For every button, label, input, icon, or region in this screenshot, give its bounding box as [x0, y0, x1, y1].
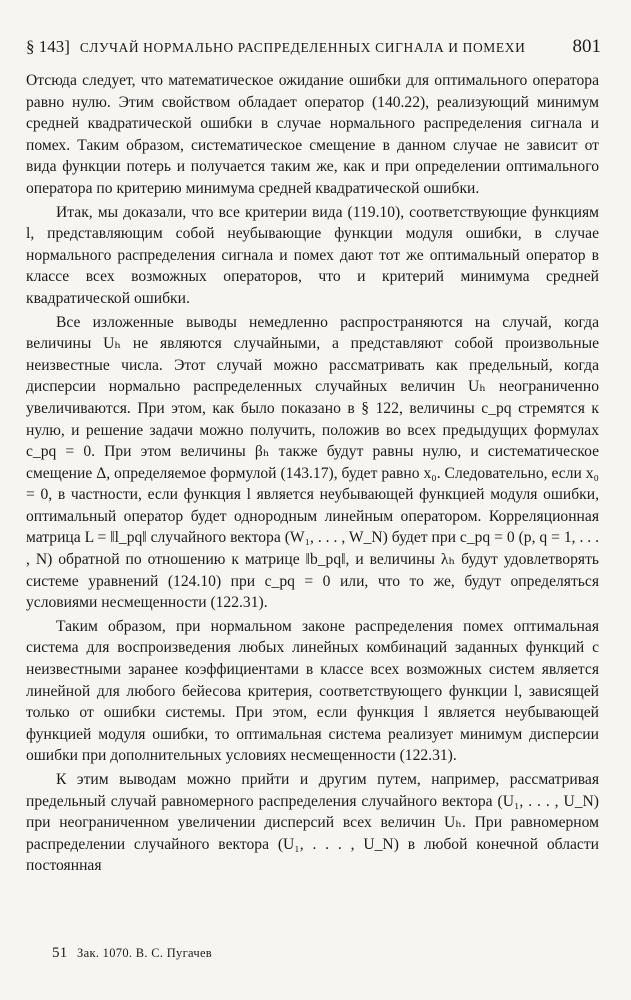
signature-number: 51	[52, 945, 68, 961]
paragraph-3: Все изложенные выводы немедленно распространяются на случай, когда величины Uₕ не являются случайными, а представляют собой произвольные неизвестные числа. Этот случай можно рассматривать как предельный, когда дисперсии нормально распределенных случайных величин Uₕ неограниченно увеличиваются. При этом, как было показано в § 122, величины c_pq стремятся к нулю, и решение задачи можно получить, положив во всех предыдущих формулах c_pq = 0. При этом величины βₕ также будут равны нулю, и систематическое смещение Δ, определяемое формулой (143.17), будет равно x₀. Следовательно, если x₀ = 0, в частности, если функция l является неубывающей функцией модуля ошибки, оптимальный оператор будет однородным линейным оператором. Корреляционная матрица L = ‖l_pq‖ случайного вектора (W₁, . . . , W_N) будет при c_pq = 0 (p, q = 1, . . . , N) обратной по отношению к матрице ‖b_pq‖, и величины λₕ будут удовлетворять системе уравнений (124.10) при c_pq = 0 или, что то же, будут определяться условиями несмещенности (122.31).	[26, 313, 599, 612]
section-number: § 143]	[26, 37, 70, 56]
running-title: СЛУЧАЙ НОРМАЛЬНО РАСПРЕДЕЛЕННЫХ СИГНАЛА И ПОМЕХИ	[79, 40, 526, 55]
paragraph-2: Итак, мы доказали, что все критерии вида (119.10), соответствующие функциям l, представляющим собой неубывающие функции модуля ошибки, в случае нормального распределения сигнала и помех дают тот же оптимальный оператор в классе всех возможных операторов, что и критерий минимума средней квадратической ошибки.	[26, 203, 599, 307]
page-number: 801	[572, 36, 601, 57]
page-body	[26, 70, 599, 877]
printing-note: Зак. 1070. В. С. Пугачев	[77, 946, 212, 960]
paragraph-4: Таким образом, при нормальном законе распределения помех оптимальная система для воспроизведения любых линейных комбинаций заданных функций с неизвестными заранее коэффициентами в классе всех возможных систем является линейной для любого бейесова критерия, соответствующего функции l, зависящей только от ошибки системы. При этом, если функция l является неубывающей функцией модуля ошибки, то оптимальная система реализует минимум дисперсии ошибки при дополнительных условиях несмещенности (122.31).	[26, 617, 599, 765]
paragraph-5: К этим выводам можно прийти и другим путем, например, рассматривая предельный случай равномерного распределения случайного вектора (U₁, . . . , U_N) при неограниченном увеличении дисперсий всех величин Uₕ. При равномерном распределении случайного вектора (U₁, . . . , U_N) в любой конечной области постоянная	[26, 771, 599, 875]
paragraph-1: Отсюда следует, что математическое ожидание ошибки для оптимального оператора равно нулю. Этим свойством обладает оператор (140.22), реализующий минимум средней квадратической ошибки в случае нормального распределения сигнала и помех. Таким образом, систематическое смещение в данном случае не зависит от вида функции потерь и получается таким же, как и при определении оптимального оператора по критерию минимума средней квадратической ошибки.	[26, 72, 599, 197]
signature-footer	[52, 945, 212, 962]
running-header	[26, 36, 601, 58]
